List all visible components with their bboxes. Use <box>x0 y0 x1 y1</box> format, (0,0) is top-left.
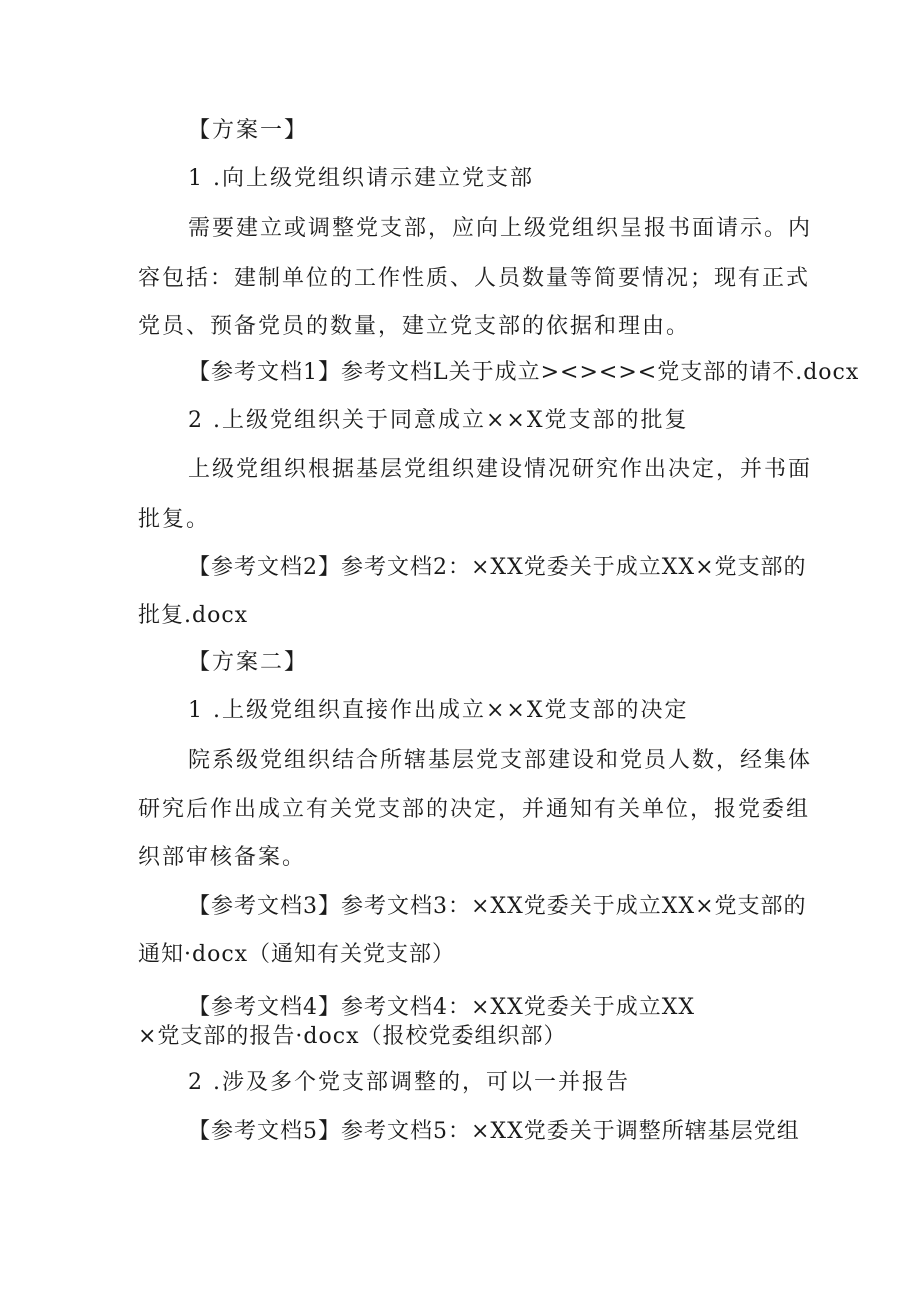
plan2-heading: 【方案二】 <box>188 650 309 675</box>
plan2-reference5: 【参考文档5】参考文档5：×XX党委关于调整所辖基层党组 <box>188 1119 800 1144</box>
plan2-step1-title: 1 .上级党组织直接作出成立××X党支部的决定 <box>188 698 689 723</box>
plan1-step1-body-line2: 容包括：建制单位的工作性质、人员数量等简要情况；现有正式 <box>138 266 811 291</box>
plan2-step1-body-line1: 院系级党组织结合所辖基层党支部建设和党员人数，经集体 <box>188 748 813 773</box>
plan1-step1-title: 1 .向上级党组织请示建立党支部 <box>188 166 534 191</box>
plan1-step2-title: 2 .上级党组织关于同意成立××X党支部的批复 <box>188 408 689 433</box>
plan2-step1-body-line3: 织部审核备案。 <box>138 845 307 870</box>
plan1-step2-reference-line2: 批复.docx <box>138 603 249 628</box>
plan2-reference4-line1: 【参考文档4】参考文档4：×XX党委关于成立XX <box>188 995 696 1020</box>
plan1-step2-body-line1: 上级党组织根据基层党组织建设情况研究作出决定，并书面 <box>188 457 813 482</box>
plan1-heading: 【方案一】 <box>188 118 309 143</box>
plan2-reference3-line2: 通知·docx（通知有关党支部） <box>138 942 456 967</box>
plan2-reference4-line2: ×党支部的报告·docx（报校党委组织部） <box>138 1024 567 1049</box>
plan1-step1-body-line3: 党员、预备党员的数量，建立党支部的依据和理由。 <box>138 314 691 339</box>
plan1-step2-body-line2: 批复。 <box>138 507 211 532</box>
plan2-step1-body-line2: 研究后作出成立有关党支部的决定，并通知有关单位，报党委组 <box>138 797 811 822</box>
plan1-step1-body-line1: 需要建立或调整党支部，应向上级党组织呈报书面请示。内 <box>188 216 813 241</box>
plan1-step2-reference-line1: 【参考文档2】参考文档2：×XX党委关于成立XX×党支部的 <box>188 555 807 580</box>
plan2-step2-title: 2 .涉及多个党支部调整的，可以一并报告 <box>188 1070 630 1095</box>
plan1-step1-reference: 【参考文档1】参考文档L关于成立><><><党支部的请不.docx <box>188 360 860 385</box>
plan2-reference3-line1: 【参考文档3】参考文档3：×XX党委关于成立XX×党支部的 <box>188 894 807 919</box>
